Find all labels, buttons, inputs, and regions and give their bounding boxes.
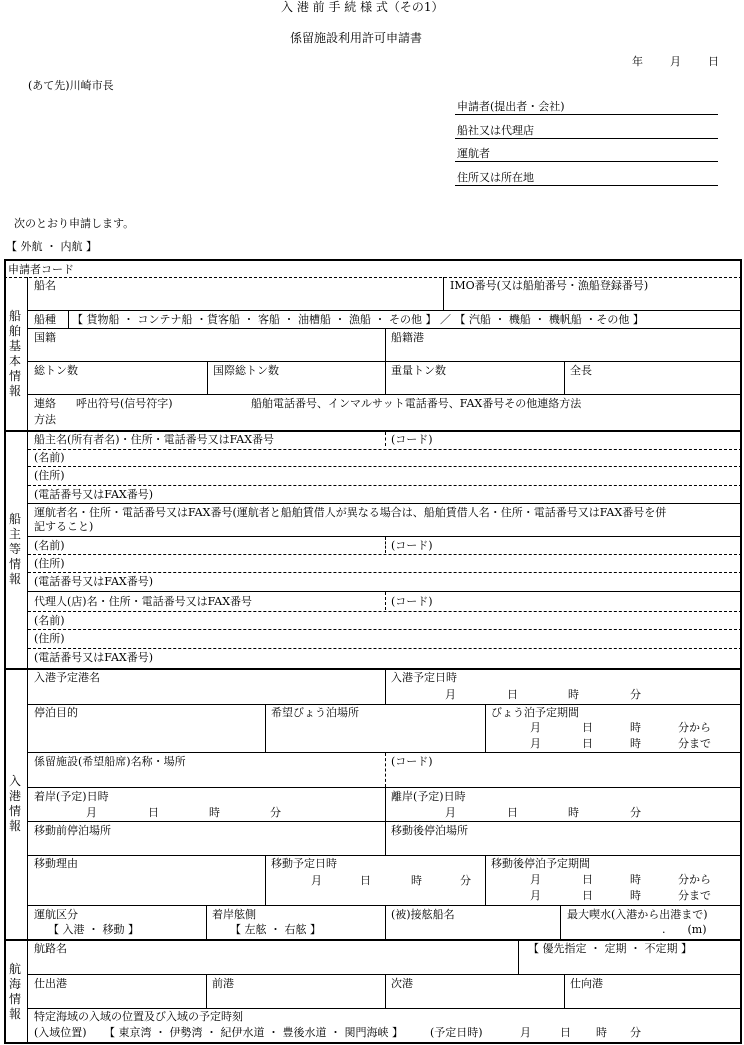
purpose-label[interactable]: 停泊目的	[34, 706, 78, 719]
applicant-code-divider	[4, 277, 742, 278]
entry-port-label[interactable]: 入港予定港名	[34, 671, 100, 684]
operator-address[interactable]: (住所)	[34, 557, 65, 570]
code-divider	[385, 537, 386, 553]
row-divider	[28, 648, 742, 649]
route-type-options[interactable]: 【 優先指定 ・ 定期 ・ 不定期 】	[528, 942, 692, 955]
berthing-datetime-label[interactable]: 着岸(予定)日時	[34, 790, 109, 803]
operator-phone[interactable]: (電話番号又はFAX番号)	[34, 575, 154, 588]
row-divider	[28, 821, 742, 822]
cell-divider	[265, 704, 266, 752]
connected-ship-label[interactable]: (被)接舷船名	[391, 908, 455, 921]
route-name-label[interactable]: 航路名	[34, 942, 67, 955]
agent-title: 代理人(店)名・住所・電話番号又はFAX番号	[34, 595, 253, 608]
move-reason-label[interactable]: 移動理由	[34, 857, 78, 870]
imo-number-label[interactable]: IMO番号(又は船舶番号・漁船登録番号)	[450, 279, 649, 292]
anchor-until-day: 日	[582, 737, 593, 750]
row-divider	[28, 1008, 742, 1009]
berth-facility-label[interactable]: 係留施設(希望船席)名称・場所	[34, 755, 186, 768]
move-month: 月	[311, 874, 322, 887]
anchor-until-month: 月	[530, 737, 541, 750]
post-move-from-month: 月	[530, 873, 541, 886]
area-hour: 時	[596, 1026, 607, 1039]
section-divider	[4, 939, 742, 941]
departure-datetime-label[interactable]: 離岸(予定)日時	[391, 790, 466, 803]
section-vessel-label: 船舶基本情報	[9, 309, 22, 398]
departure-minute: 分	[630, 806, 641, 819]
owner-name[interactable]: (名前)	[34, 451, 65, 464]
entry-minute: 分	[630, 688, 641, 701]
cell-divider	[564, 974, 565, 1008]
section-entry-label: 入港情報	[9, 774, 22, 833]
cell-divider	[485, 855, 486, 905]
section-owner-label: 船主等情報	[9, 512, 22, 586]
cell-divider	[385, 974, 386, 1008]
prev-berth-label[interactable]: 移動前停泊場所	[34, 824, 111, 837]
post-move-until-day: 日	[582, 889, 593, 902]
scheduled-time-label: (予定日時)	[430, 1026, 483, 1039]
cell-divider	[206, 974, 207, 1008]
section-divider	[4, 430, 742, 432]
cell-divider	[385, 905, 386, 939]
anchor-period-label[interactable]: びょう泊予定期間	[491, 706, 579, 719]
next-berth-label[interactable]: 移動後停泊場所	[391, 824, 468, 837]
gross-tonnage-label[interactable]: 総トン数	[34, 364, 78, 377]
code-divider	[385, 753, 386, 787]
post-move-from-minute: 分から	[678, 873, 711, 886]
row-divider	[28, 449, 742, 450]
row-divider	[28, 629, 742, 630]
row-divider	[28, 485, 742, 486]
destination-port-label[interactable]: 仕向港	[570, 977, 603, 990]
row-divider	[28, 503, 742, 504]
ship-type-options[interactable]: 【 貨物船 ・ コンテナ船 ・貨客船 ・ 客船 ・ 油槽船 ・ 漁船 ・ その他 】 ／ 【 汽船 ・ 機船 ・ 機帆船 ・その他 】	[72, 313, 644, 326]
cell-divider	[518, 940, 519, 974]
cell-divider	[560, 905, 561, 939]
agent-phone[interactable]: (電話番号又はFAX番号)	[34, 651, 154, 664]
max-draft-unit: . (m)	[662, 923, 707, 936]
applicant-code-label: 申請者コード	[8, 263, 74, 276]
ship-type-label: 船種	[34, 313, 56, 326]
operator-name[interactable]: (名前)	[34, 539, 65, 552]
contact-method-label-2: 方法	[34, 413, 56, 426]
berth-code[interactable]: (コード)	[391, 755, 433, 768]
departure-hour: 時	[568, 806, 579, 819]
move-hour: 時	[411, 874, 422, 887]
berthing-side-options[interactable]: 【 左舷 ・ 右舷 】	[230, 923, 321, 936]
next-port-label[interactable]: 次港	[391, 977, 413, 990]
operator-field-line[interactable]	[455, 161, 718, 162]
owner-phone[interactable]: (電話番号又はFAX番号)	[34, 488, 154, 501]
previous-port-label[interactable]: 前港	[212, 977, 234, 990]
post-move-until-minute: 分まで	[678, 889, 711, 902]
entry-hour: 時	[568, 688, 579, 701]
contact-method-label: 連絡	[34, 397, 56, 410]
berthing-minute: 分	[270, 806, 281, 819]
date-day[interactable]: 日	[708, 55, 719, 68]
agent-label: 船社又は代理店	[457, 124, 534, 137]
operator-code[interactable]: (コード)	[391, 539, 433, 552]
cell-divider	[485, 704, 486, 752]
anchor-from-month: 月	[530, 721, 541, 734]
entry-datetime-label[interactable]: 入港予定日時	[391, 671, 457, 684]
date-month[interactable]: 月	[670, 55, 681, 68]
application-statement: 次のとおり申請します。	[14, 217, 135, 230]
departure-day: 日	[507, 806, 518, 819]
code-divider	[385, 592, 386, 610]
row-divider	[28, 361, 742, 362]
length-label[interactable]: 全長	[570, 364, 592, 377]
owner-title: 船主名(所有者名)・住所・電話番号又はFAX番号	[34, 433, 275, 446]
special-area-title: 特定海域の入域の位置及び入域の予定時刻	[34, 1010, 243, 1023]
applicant-label: 申請者(提出者・会社)	[457, 100, 565, 113]
agent-name[interactable]: (名前)	[34, 614, 65, 627]
port-of-registry-label[interactable]: 船籍港	[391, 331, 424, 344]
operator-label: 運航者	[457, 147, 490, 160]
area-month: 月	[520, 1026, 531, 1039]
cell-divider	[385, 669, 386, 704]
form-subtitle: 係留施設利用許可申請書	[290, 31, 423, 45]
cell-divider	[206, 905, 207, 939]
row-divider	[28, 611, 742, 612]
row-divider	[28, 310, 742, 311]
section-divider	[4, 668, 742, 670]
max-draft-label[interactable]: 最大喫水(入港から出港まで)	[567, 908, 708, 921]
anchor-from-hour: 時	[630, 721, 641, 734]
departure-port-label[interactable]: 仕出港	[34, 977, 67, 990]
cell-divider	[265, 855, 266, 905]
nationality-label[interactable]: 国籍	[34, 331, 56, 344]
section-navigation-label: 航海情報	[9, 961, 22, 1021]
area-day: 日	[560, 1026, 571, 1039]
anchor-from-minute: 分から	[678, 721, 711, 734]
cell-divider	[564, 361, 565, 394]
anchor-until-minute: 分まで	[678, 737, 711, 750]
address-label: 住所又は所在地	[457, 171, 534, 184]
entry-month: 月	[445, 688, 456, 701]
move-datetime-label[interactable]: 移動予定日時	[271, 857, 337, 870]
agent-code[interactable]: (コード)	[391, 595, 433, 608]
agent-address[interactable]: (住所)	[34, 632, 65, 645]
row-divider	[28, 554, 742, 555]
call-sign-label[interactable]: 呼出符号(信号符字)	[76, 397, 173, 410]
operator-title: 運航者名・住所・電話番号又はFAX番号(運航者と船舶賃借人が異なる場合は、船舶賃借人名・住所・電話番号又はFAX番号を併	[34, 506, 667, 519]
operation-type-label: 運航区分	[34, 908, 78, 921]
entry-day: 日	[507, 688, 518, 701]
operator-title-cont: 記すること)	[34, 520, 94, 533]
row-divider	[28, 704, 742, 705]
section-column-divider	[27, 277, 28, 1043]
post-move-period-label[interactable]: 移動後停泊予定期間	[491, 857, 590, 870]
deadweight-label[interactable]: 重量トン数	[391, 364, 446, 377]
owner-address[interactable]: (住所)	[34, 469, 65, 482]
post-move-until-month: 月	[530, 889, 541, 902]
post-move-from-hour: 時	[630, 873, 641, 886]
row-divider	[28, 466, 742, 467]
anchor-until-hour: 時	[630, 737, 641, 750]
area-minute: 分	[630, 1026, 641, 1039]
contact-methods-label[interactable]: 船舶電話番号、インマルサット電話番号、FAX番号その他連絡方法	[251, 397, 582, 410]
area-position-label: (入域位置)	[34, 1026, 87, 1039]
berthing-month: 月	[86, 806, 97, 819]
post-move-until-hour: 時	[630, 889, 641, 902]
agent-field-line[interactable]	[455, 138, 718, 139]
berthing-day: 日	[148, 806, 159, 819]
move-minute: 分	[460, 874, 471, 887]
cell-divider	[443, 277, 444, 310]
berthing-side-label: 着岸舷側	[212, 908, 256, 921]
berthing-hour: 時	[209, 806, 220, 819]
operation-type-options[interactable]: 【 入港 ・ 移動 】	[48, 923, 139, 936]
addressee: (あて先)川崎市長	[28, 79, 114, 92]
post-move-from-day: 日	[582, 873, 593, 886]
ship-name-label[interactable]: 船名	[34, 279, 56, 292]
code-divider	[385, 432, 386, 446]
row-divider	[28, 855, 742, 856]
intl-gross-tonnage-label[interactable]: 国際総トン数	[213, 364, 279, 377]
anchor-from-day: 日	[582, 721, 593, 734]
cell-divider	[207, 361, 208, 394]
form-title: 入 港 前 手 続 様 式（その1）	[281, 0, 444, 14]
applicant-field-line[interactable]	[455, 114, 718, 115]
voyage-type-options[interactable]: 【 外航 ・ 内航 】	[6, 240, 97, 253]
departure-month: 月	[445, 806, 456, 819]
anchorage-label[interactable]: 希望びょう泊場所	[271, 706, 359, 719]
owner-code[interactable]: (コード)	[391, 433, 433, 446]
area-position-options[interactable]: 【 東京湾 ・ 伊勢湾 ・ 紀伊水道 ・ 豊後水道 ・ 関門海峡 】	[104, 1026, 403, 1039]
cell-divider	[68, 310, 69, 328]
address-field-line[interactable]	[455, 185, 718, 186]
row-divider	[28, 394, 742, 395]
date-year[interactable]: 年	[632, 55, 643, 68]
move-day: 日	[360, 874, 371, 887]
row-divider	[28, 572, 742, 573]
